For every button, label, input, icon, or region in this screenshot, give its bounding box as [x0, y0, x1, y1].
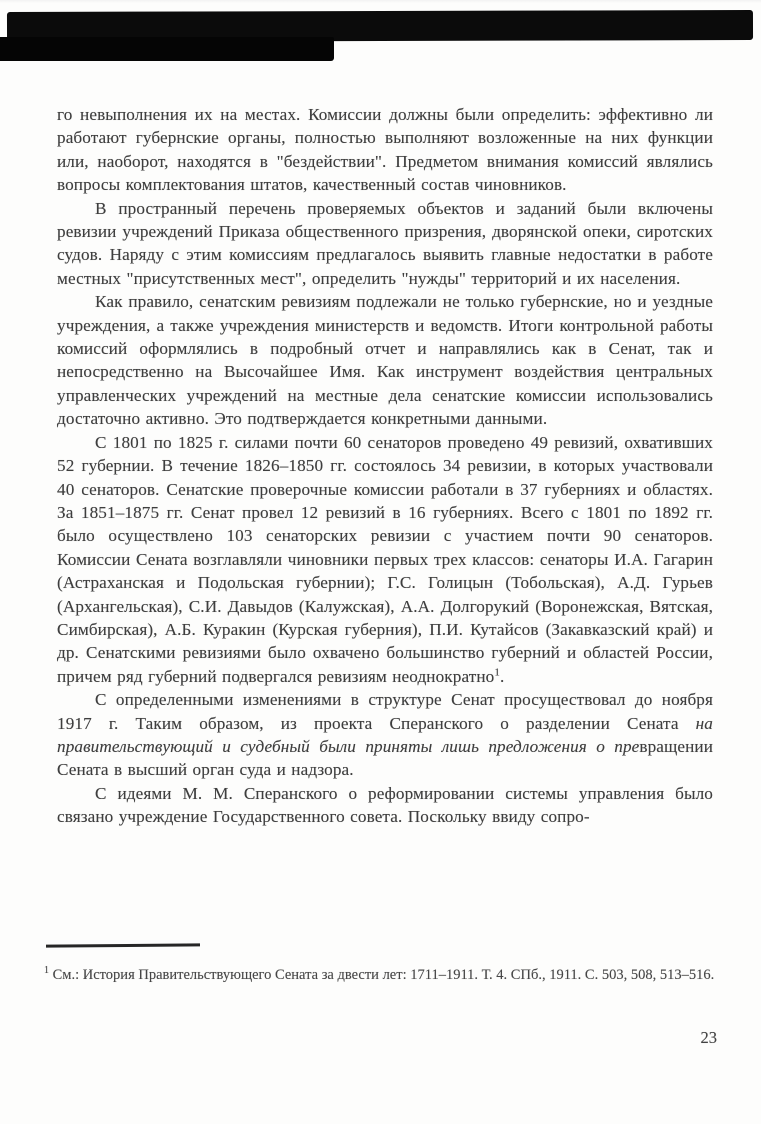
paragraph-revision-scope [57, 290, 713, 430]
footnote-reference: 1 [494, 666, 500, 679]
footnote [44, 965, 722, 987]
page-body [57, 103, 713, 829]
footnote-text: См.: История Правительствующего Сената за двести лет: 1711–1911. Т. 4. СПб., 1911. С. 503, 508, 513–516. [52, 967, 715, 983]
paragraph-text: . [499, 666, 505, 686]
italic-passage: на правительствующий и судебный были приняты лишь предложения о пре [57, 713, 713, 756]
paragraph-senate-fate [57, 688, 713, 782]
paragraph-text: Как правило, сенатским ревизиям подлежали не только губернские, но и уездные учреждения, а также учреждения министерств и ведомств. Итоги контрольной работы комиссий оформлялись в подробный отчет и направлялись как в Сенат, так и непосредственно на Высочайшее Имя. Как инструмент воздействия центральных управленческих учреждений на местные дела сенатские комиссии использовались достаточно активно. Это подтверждается конкретными данными. [57, 292, 713, 429]
paragraph-statistics [57, 431, 713, 688]
page-number: 23 [700, 1028, 717, 1047]
footnote-separator-rule [46, 943, 200, 947]
footnote-marker: 1 [44, 965, 49, 977]
paragraph-text: вращении Сената в высший орган суда и надзора. [57, 736, 713, 780]
paragraph-state-council [57, 782, 713, 829]
paragraph-text: С определенными изменениями в структуре Сенат просуществовал до ноября 1917 г. Таким образом, из проекта Сперанского о разделении Сената [57, 690, 713, 733]
paragraph-text: го невыполнения их на местах. Комиссии должны были определить: эффективно ли работают губернские органы, полностью выполняют возложенные на них функции или, наоборот, находятся в "бездействии". Предметом внимания комиссий являлись вопросы комплектования штатов, качественный состав чиновников. [57, 105, 713, 195]
paragraph-text: С идеями М. М. Сперанского о реформировании системы управления было связано учреждение Государственного совета. Поскольку ввиду сопро- [57, 783, 713, 827]
paragraph-continuation [57, 103, 713, 197]
paragraph-text: В пространный перечень проверяемых объектов и заданий были включены ревизии учреждений Приказа общественного призрения, дворянской опеки, сиротских судов. Наряду с этим комиссиям предлагалось выявить главные недостатки в работе местных "присутственных мест", определить "нужды" территорий и их населения. [57, 198, 713, 288]
scan-artifact-band-left [0, 37, 334, 61]
paragraph-revision-list [57, 197, 713, 291]
paragraph-text: С 1801 по 1825 г. силами почти 60 сенаторов проведено 49 ревизий, охвативших 52 губернии. В течение 1826–1850 гг. состоялось 34 ревизии, в которых участвовали 40 сенаторов. Сенатские проверочные комиссии работали в 37 губерниях и областях. За 1851–1875 гг. Сенат провел 12 ревизий в 16 губерниях. Всего с 1801 по 1892 гг. было осуществлено 103 сенаторских ревизии с участием почти 90 сенаторов. Комиссии Сената возглавляли чиновники первых трех классов: сенаторы И.А. Гагарин (Астраханская и Подольская губернии); Г.С. Голицын (Тобольская), А.Д. Гурьев (Архангельская), С.И. Давыдов (Калужская), А.А. Долгорукий (Воронежская, Вятская, Симбирская), А.Б. Куракин (Курская губерния), П.И. Кутайсов (Закавказский край) и др. Сенатскими ревизиями было охвачено большинство губерний и областей России, причем ряд губерний подвергался ревизиям неоднократно [57, 432, 713, 686]
